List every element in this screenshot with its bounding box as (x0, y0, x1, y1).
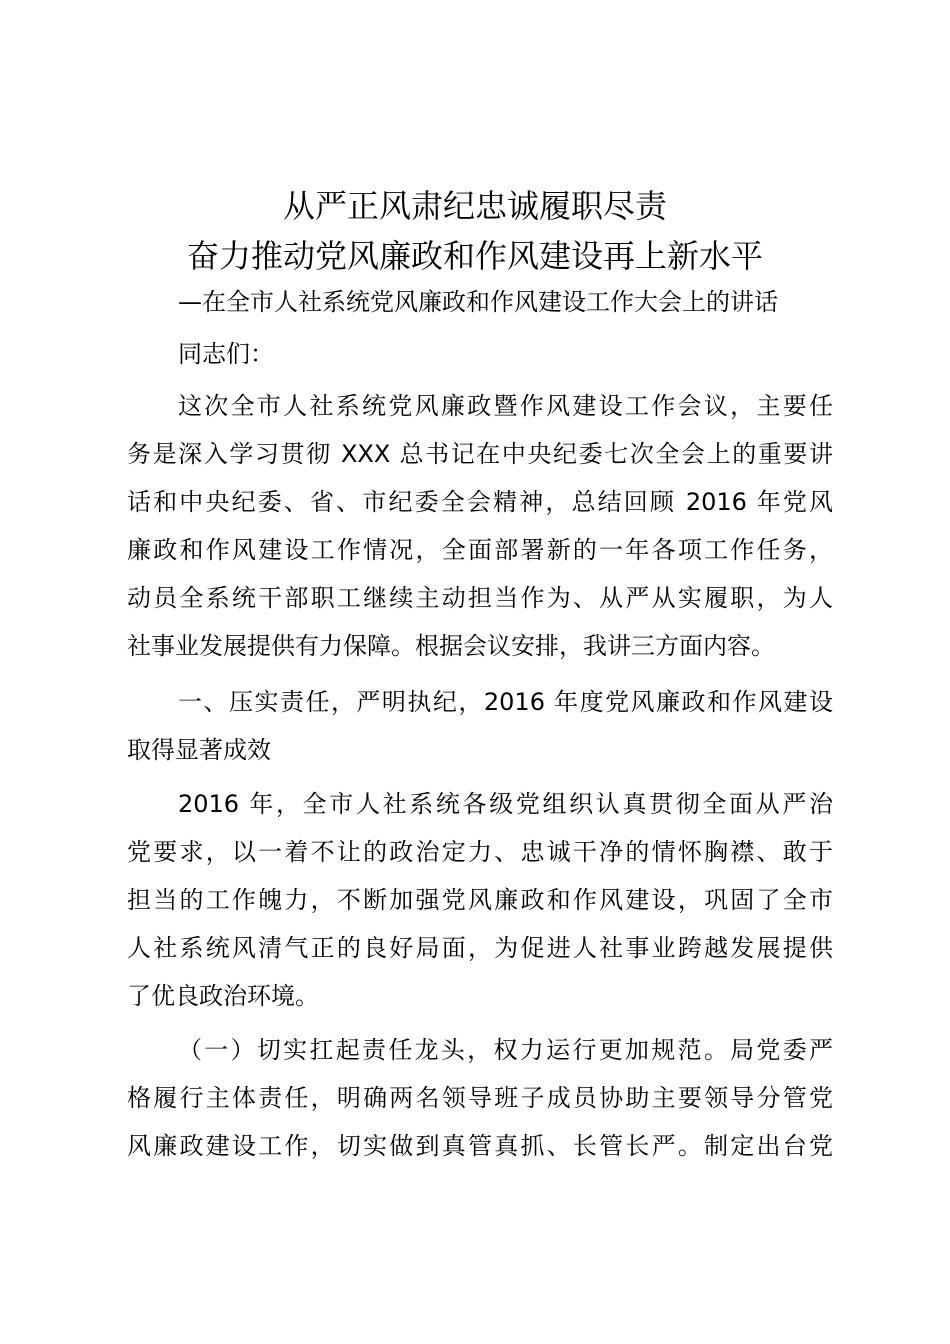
paragraph-2-line: 2016 年，全市人社系统各级党组织认真贯彻全面从严治 (178, 790, 833, 818)
paragraph-2-line: 人社系统风清气正的良好局面，为促进人社事业跨越发展提供 (127, 934, 833, 962)
paragraph-2-line: 担当的工作魄力，不断加强党风廉政和作风建设，巩固了全市 (127, 886, 833, 914)
section-heading-line: 取得显著成效 (127, 736, 271, 764)
paragraph-3-line: 格履行主体责任，明确两名领导班子成员协助主要领导分管党 (127, 1084, 833, 1112)
title-line-1: 从严正风肃纪忠诚履职尽责 (282, 187, 667, 225)
paragraph-1-line: 这次全市人社系统党风廉政暨作风建设工作会议，主要任 (178, 392, 833, 420)
paragraph-2-line: 了优良政治环境。 (127, 982, 319, 1010)
paragraph-1-line: 廉政和作风建设工作情况，全面部署新的一年各项工作任务， (127, 536, 833, 564)
paragraph-2-line: 党要求，以一着不让的政治定力、忠诚干净的情怀胸襟、敢于 (127, 838, 833, 866)
paragraph-1-line: 动员全系统干部职工继续主动担当作为、从严从实履职，为人 (127, 584, 833, 612)
subtitle: —在全市人社系统党风廉政和作风建设工作大会上的讲话 (178, 288, 778, 316)
paragraph-1-line: 社事业发展提供有力保障。根据会议安排，我讲三方面内容。 (127, 632, 775, 660)
salutation: 同志们： (178, 340, 274, 368)
paragraph-3-line: （一）切实扛起责任龙头，权力运行更加规范。局党委严 (178, 1036, 833, 1064)
paragraph-3-line: 风廉政建设工作，切实做到真管真抓、长管长严。制定出台党 (127, 1132, 833, 1160)
section-heading-line: 一、压实责任，严明执纪，2016 年度党风廉政和作风建设 (178, 688, 833, 716)
paragraph-1-line: 话和中央纪委、省、市纪委全会精神，总结回顾 2016 年党风 (127, 488, 833, 516)
title-line-2: 奋力推动党风廉政和作风建设再上新水平 (186, 237, 763, 275)
paragraph-1-line: 务是深入学习贯彻 XXX 总书记在中央纪委七次全会上的重要讲 (127, 440, 833, 468)
